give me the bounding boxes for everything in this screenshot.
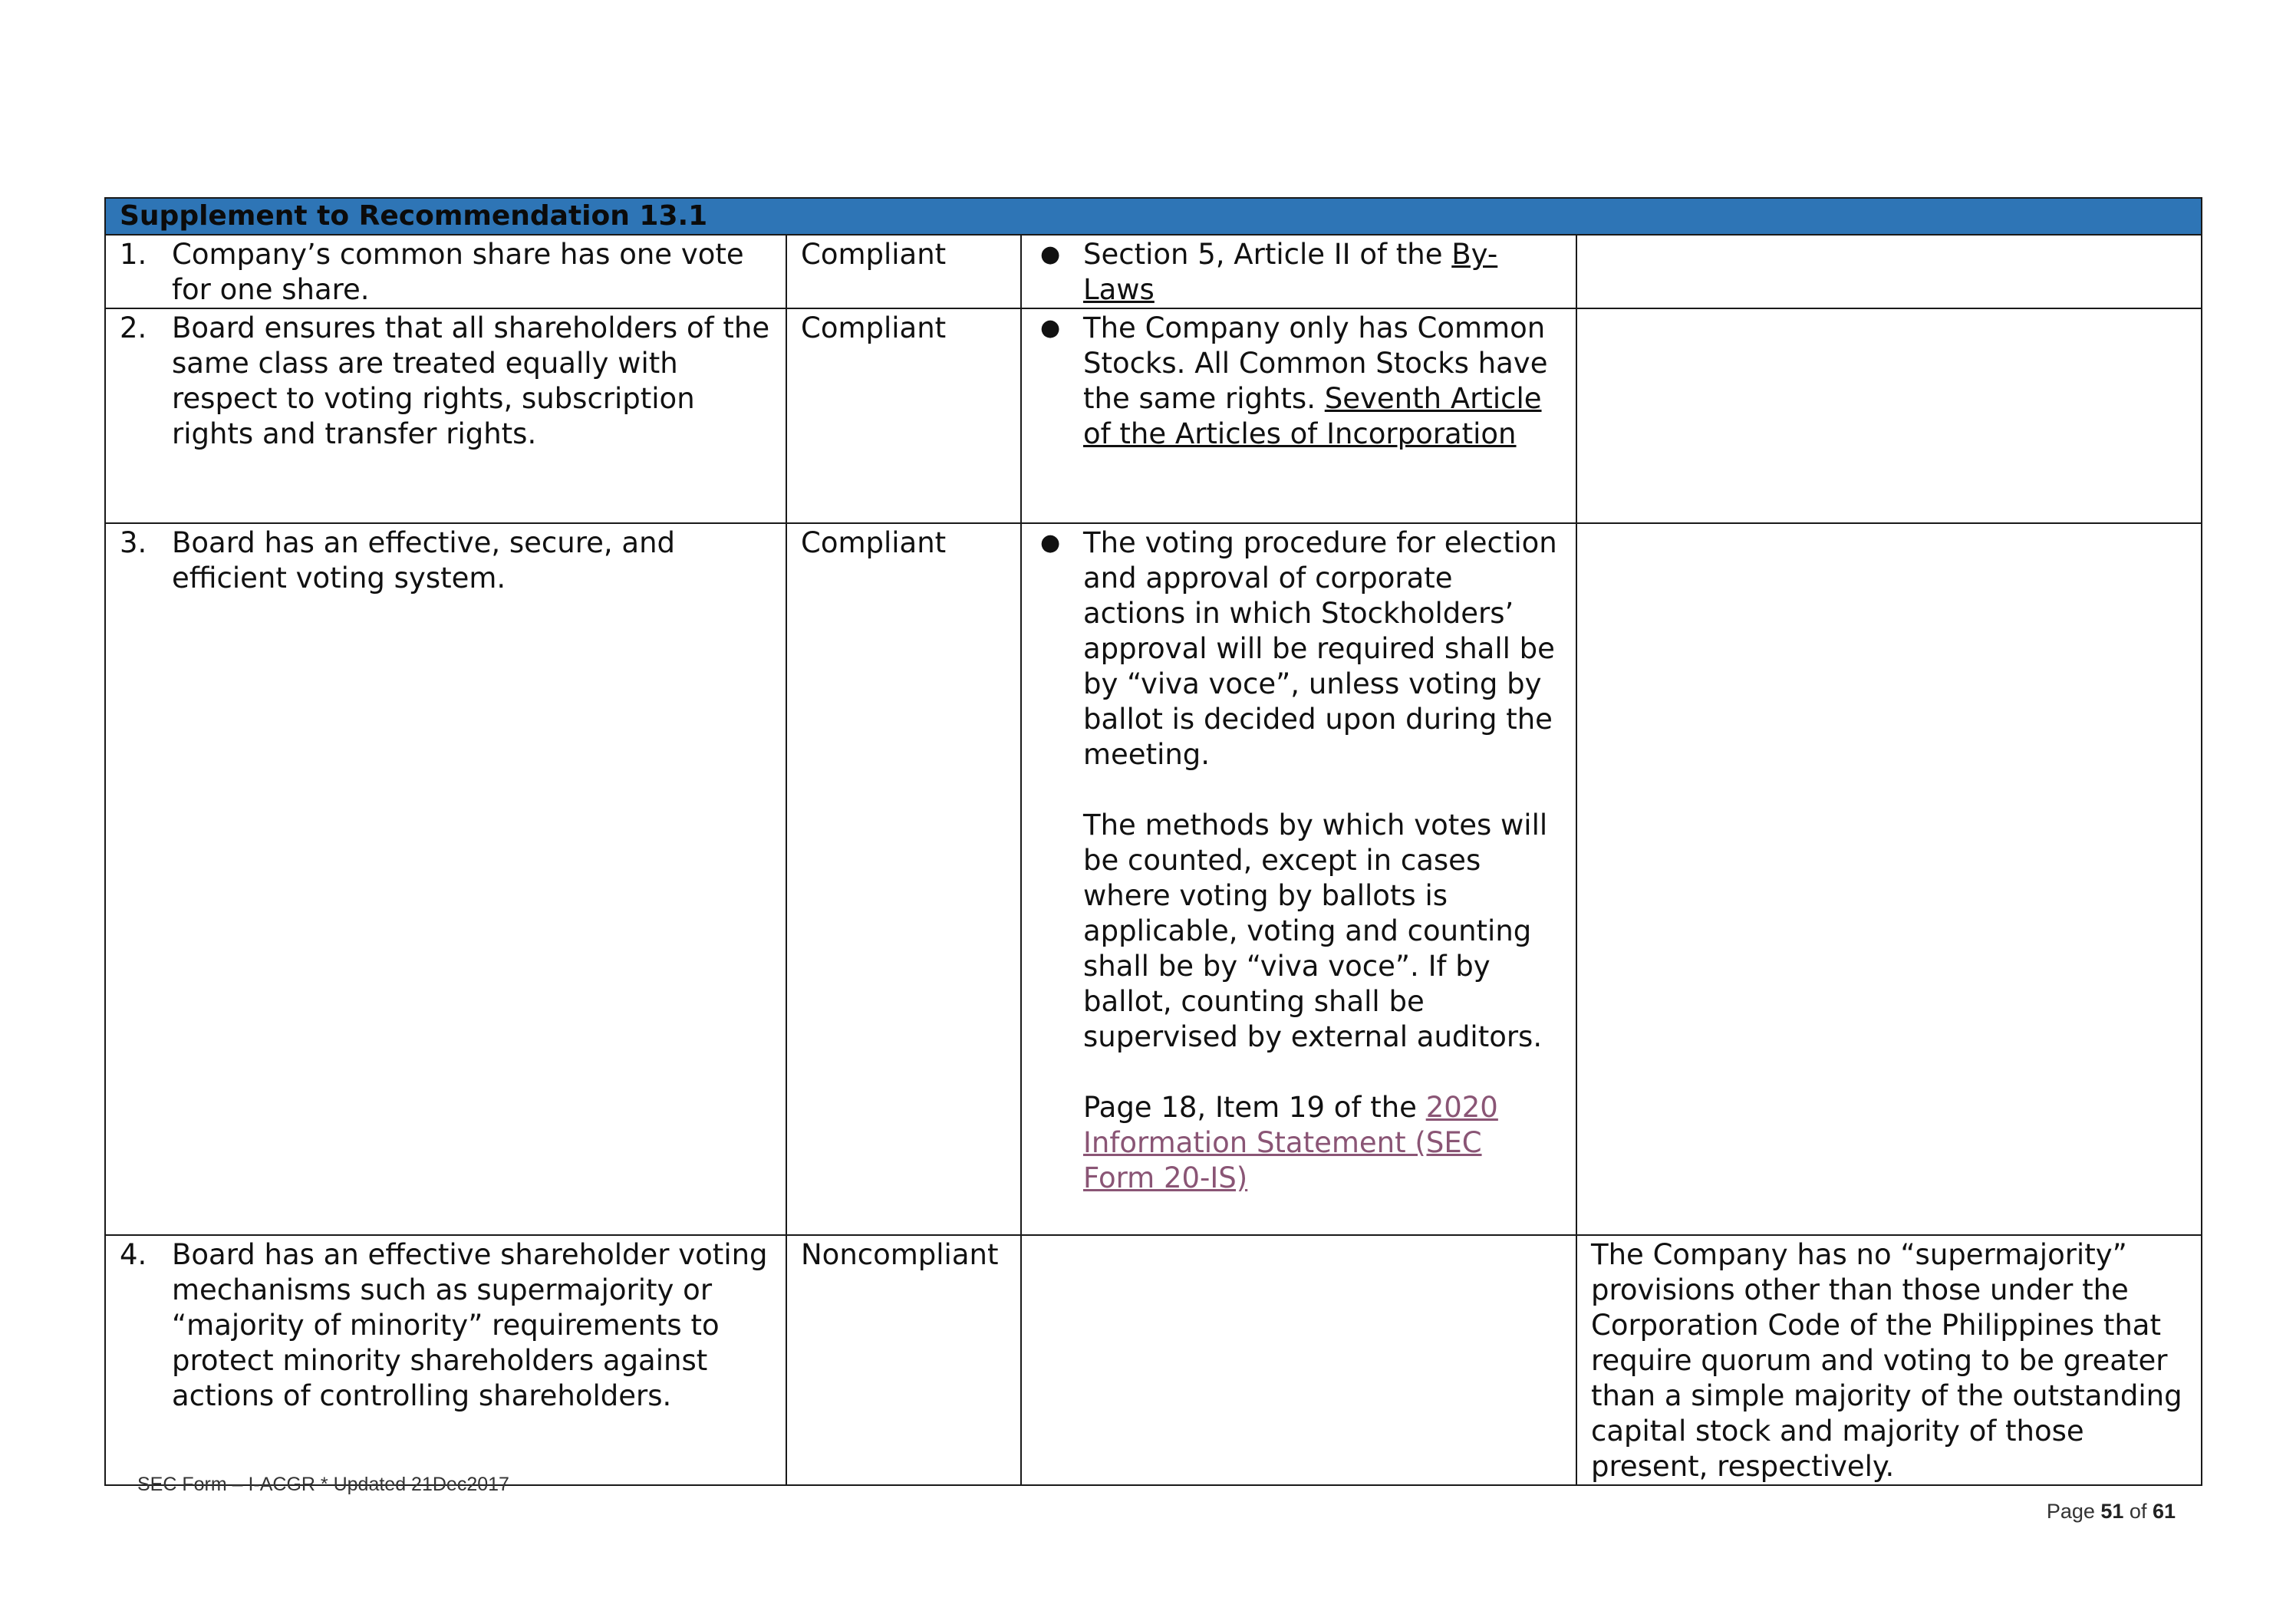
articles-link[interactable]: Seventh Article of the Articles of Incorporation (1083, 382, 1542, 450)
table-row (105, 235, 2202, 308)
page-number (2047, 1500, 2176, 1524)
bullet-icon: ● (1040, 241, 1061, 268)
recommendation-text: Board has an effective shareholder voting mechanisms such as supermajority or “majority of minority” requirements to protect minority shareholders against actions of controlling shareholders. (172, 1238, 768, 1412)
explanation-paragraph: The methods by which votes will be counted, except in cases where voting by ballots is applicable, voting and counting shall be by “viva voce”. If by ballot, counting shall be supervised by external auditors. (1083, 809, 1548, 1053)
explanation-paragraph: The voting procedure for election and approval of corporate actions in which Stockholders’ approval will be required shall be by “viva voce”, unless voting by ballot is decided upon during the meeting. (1083, 526, 1557, 771)
table-row (105, 1235, 2202, 1485)
page-total: 61 (2152, 1500, 2176, 1523)
item-number: 3. (120, 526, 147, 559)
section-header: Supplement to Recommendation 13.1 (105, 198, 2202, 235)
alternative-cell (1576, 308, 2202, 523)
explanation-text: Page 18, Item 19 of the (1083, 1091, 1426, 1124)
status-cell: Compliant (786, 235, 1021, 308)
page-of: of (2123, 1500, 2153, 1523)
explanation-cell (1021, 1235, 1576, 1485)
explanation-text: Section 5, Article II of the (1083, 238, 1452, 271)
form-label: SEC Form – I-ACGR * Updated 21Dec2017 (137, 1474, 509, 1495)
explanation-text: The Company only has Common Stocks. All Common Stocks have the same rights. (1083, 311, 1548, 415)
bylaws-link[interactable]: By-Laws (1083, 238, 1498, 306)
status-cell: Noncompliant (786, 1235, 1021, 1485)
recommendation-text: Board ensures that all shareholders of the same class are treated equally with respect to voting rights, subscription rights and transfer rights. (172, 311, 770, 450)
bullet-icon: ● (1040, 315, 1061, 341)
recommendation-cell (105, 1235, 786, 1485)
alternative-cell (1576, 235, 2202, 308)
alternative-cell (1576, 523, 2202, 1235)
item-number: 2. (120, 311, 147, 344)
item-number: 1. (120, 238, 147, 271)
table-row (105, 308, 2202, 523)
status-cell: Compliant (786, 523, 1021, 1235)
explanation-paragraph (1083, 1090, 1562, 1196)
item-number: 4. (120, 1238, 147, 1271)
information-statement-link[interactable]: 2020 Information Statement (SEC Form 20-IS) (1083, 1091, 1498, 1194)
explanation-cell (1021, 308, 1576, 523)
alternative-cell: The Company has no “supermajority” provisions other than those under the Corporation Code of the Philippines that require quorum and voting to be greater than a simple majority of the outstanding capital stock and majority of those present, respectively. (1576, 1235, 2202, 1485)
recommendation-table (104, 197, 2202, 1486)
recommendation-cell (105, 308, 786, 523)
page-current: 51 (2100, 1500, 2124, 1523)
recommendation-cell (105, 523, 786, 1235)
page-prefix: Page (2046, 1500, 2101, 1523)
recommendation-text: Board has an effective, secure, and efficient voting system. (172, 526, 676, 595)
explanation-cell (1021, 523, 1576, 1235)
recommendation-cell (105, 235, 786, 308)
table-row (105, 523, 2202, 1235)
table-header-row (105, 198, 2202, 235)
recommendation-text: Company’s common share has one vote for one share. (172, 238, 744, 306)
explanation-cell (1021, 235, 1576, 308)
status-cell: Compliant (786, 308, 1021, 523)
bullet-icon: ● (1040, 529, 1061, 556)
